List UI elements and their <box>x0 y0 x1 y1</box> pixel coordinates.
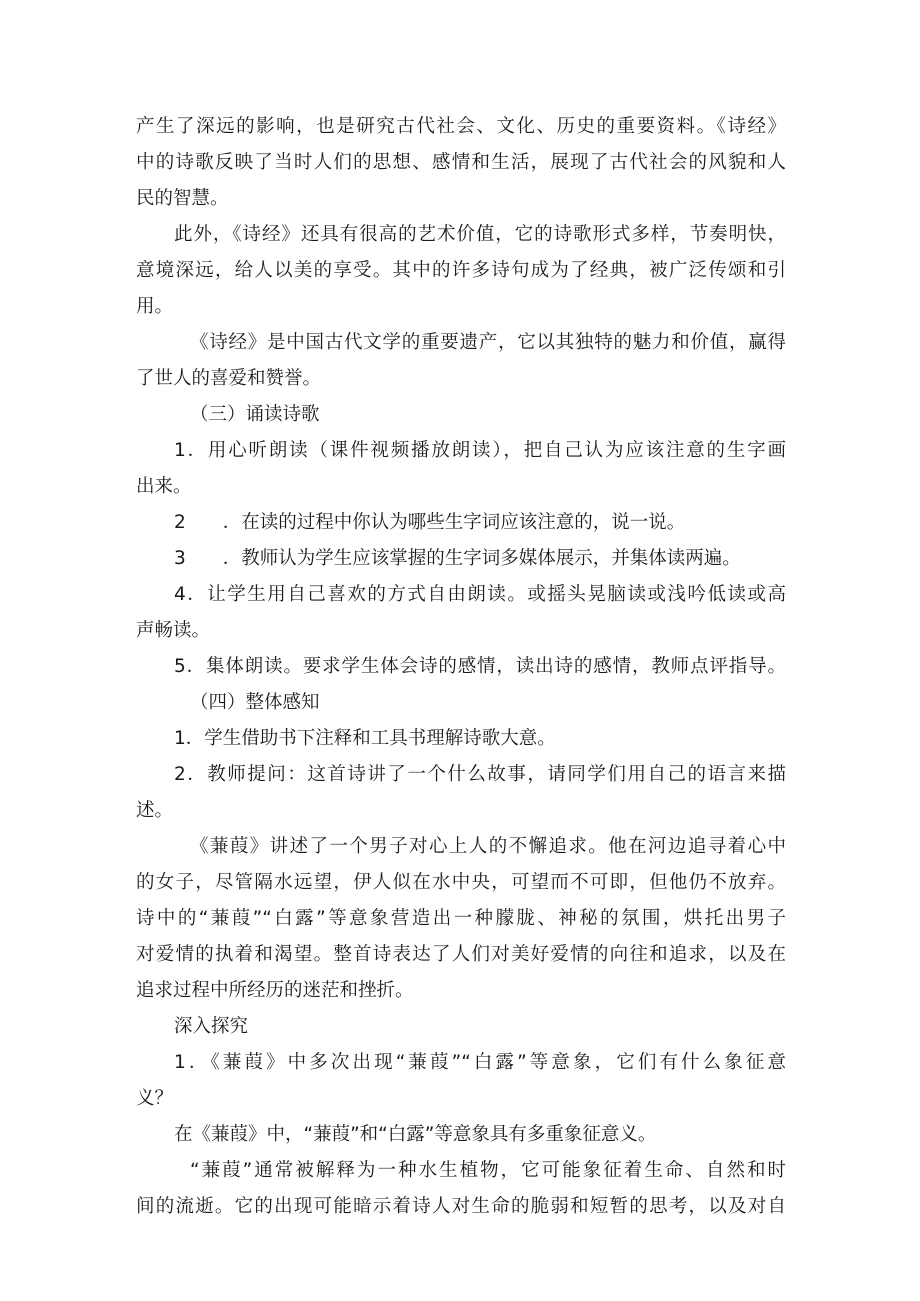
list-item: 1．学生借助书下注释和工具书理解诗歌大意。 <box>174 728 556 749</box>
section-heading: （四）整体感知 <box>190 692 320 713</box>
text-line: 民的智慧。 <box>136 188 229 209</box>
text-line: 对爱情的执着和渴望。整首诗表达了人们对美好爱情的向往和追求，以及在 <box>136 944 786 965</box>
text-line: 在《蒹葭》中，“蒹葭”和“白露”等意象具有多重象征意义。 <box>174 1124 657 1145</box>
text-line: 义？ <box>136 1088 174 1109</box>
text-line: “蒹葭”通常被解释为一种水生植物，它可能象征着生命、自然和时 <box>190 1160 786 1181</box>
text-line: 出来。 <box>136 476 192 497</box>
text-line: 产生了深远的影响，也是研究古代社会、文化、历史的重要资料。《诗经》 <box>136 116 786 137</box>
list-item: 1．《蒹葭》中多次出现“蒹葭”“白露”等意象，它们有什么象征意 <box>174 1052 786 1073</box>
text-line: 的女子，尽管隔水远望，伊人似在水中央，可望而不可即，但他仍不放弃。 <box>136 872 786 893</box>
text-line: 用。 <box>136 296 174 317</box>
list-item: 1．用心听朗读（课件视频播放朗读），把自己认为应该注意的生字画 <box>174 440 786 461</box>
text-line: 诗中的“蒹葭”“白露”等意象营造出一种朦胧、神秘的氛围，烘托出男子 <box>136 908 786 929</box>
list-item: 4．让学生用自己喜欢的方式自由朗读。或摇头晃脑读或浅吟低读或高 <box>174 584 786 605</box>
text-line: 《诗经》是中国古代文学的重要遗产，它以其独特的魅力和价值，赢得 <box>190 332 786 353</box>
text-line: 了世人的喜爱和赞誉。 <box>136 368 322 389</box>
text-line: 述。 <box>136 800 174 821</box>
list-item: 2．教师提问：这首诗讲了一个什么故事，请同学们用自己的语言来描 <box>174 764 786 785</box>
text-line: 追求过程中所经历的迷茫和挫折。 <box>136 980 414 1001</box>
text-line: 《蒹葭》讲述了一个男子对心上人的不懈追求。他在河边追寻着心中 <box>190 836 786 857</box>
text-line: 中的诗歌反映了当时人们的思想、感情和生活，展现了古代社会的风貌和人 <box>136 152 786 173</box>
text-line: 间的流逝。它的出现可能暗示着诗人对生命的脆弱和短暂的思考，以及对自 <box>136 1196 786 1217</box>
list-item: 3 ．教师认为学生应该掌握的生字词多媒体展示，并集体读两遍。 <box>174 548 741 569</box>
text-line: 声畅读。 <box>136 620 211 641</box>
text-line: 意境深远，给人以美的享受。其中的许多诗句成为了经典，被广泛传颂和引 <box>136 260 786 281</box>
text-line: 此外，《诗经》还具有很高的艺术价值，它的诗歌形式多样，节奏明快， <box>174 224 786 245</box>
list-item: 2 ．在读的过程中你认为哪些生字词应该注意的，说一说。 <box>174 512 686 533</box>
section-heading: 深入探究 <box>174 1016 249 1037</box>
section-heading: （三）诵读诗歌 <box>190 404 320 425</box>
list-item: 5．集体朗读。要求学生体会诗的感情，读出诗的感情，教师点评指导。 <box>174 656 786 677</box>
